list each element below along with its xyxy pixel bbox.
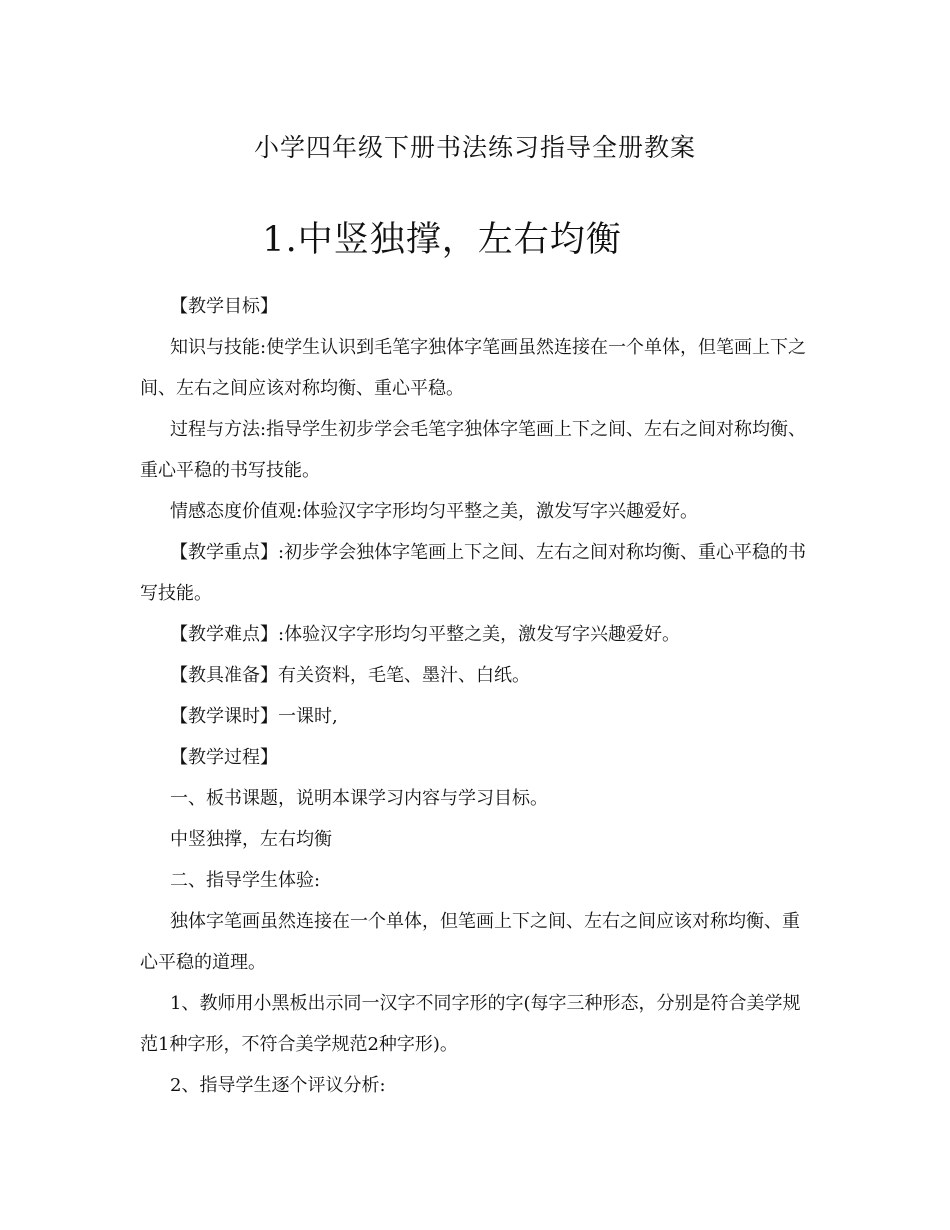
paragraph-process-method: 过程与方法:指导学生初步学会毛笔字独体字笔画上下之间、左右之间对称均衡、重心平稳的书写技能。: [140, 419, 807, 481]
paragraph-attitude-values: 情感态度价值观:体验汉字字形均匀平整之美，激发写字兴趣爱好。: [170, 501, 699, 522]
document-title: 小学四年级下册书法练习指导全册教案: [253, 133, 696, 162]
paragraph-step-one: 一、板书课题，说明本课学习内容与学习目标。: [170, 788, 548, 809]
section-heading-objectives: 【教学目标】: [170, 296, 278, 317]
document-body: [140, 286, 810, 1106]
paragraph-analysis: 2、指导学生逐个评议分析:: [170, 1075, 386, 1096]
section-heading-process: 【教学过程】: [170, 747, 278, 768]
paragraph-knowledge-skills: 知识与技能:使学生认识到毛笔字独体字笔画虽然连接在一个单体，但笔画上下之间、左右之间应该对称均衡、重心平稳。: [140, 337, 807, 399]
paragraph-class-hours: 【教学课时】一课时,: [170, 706, 338, 727]
paragraph-blackboard: 1、教师用小黑板出示同一汉字不同字形的字(每字三种形态，分别是符合美学规范1种字形，不符合美学规范2种字形)。: [140, 993, 801, 1055]
paragraph-key-points: 【教学重点】:初步学会独体字笔画上下之间、左右之间对称均衡、重心平稳的书写技能。: [140, 542, 807, 604]
paragraph-topic: 中竖独撑，左右均衡: [170, 829, 332, 850]
paragraph-principle: 独体字笔画虽然连接在一个单体，但笔画上下之间、左右之间应该对称均衡、重心平稳的道理。: [140, 911, 800, 973]
paragraph-step-two: 二、指导学生体验:: [170, 870, 321, 891]
paragraph-materials: 【教具准备】有关资料，毛笔、墨汁、白纸。: [170, 665, 530, 686]
paragraph-difficulties: 【教学难点】:体验汉字字形均匀平整之美，激发写字兴趣爱好。: [170, 624, 681, 645]
lesson-title: 1.中竖独撑，左右均衡: [262, 220, 622, 260]
